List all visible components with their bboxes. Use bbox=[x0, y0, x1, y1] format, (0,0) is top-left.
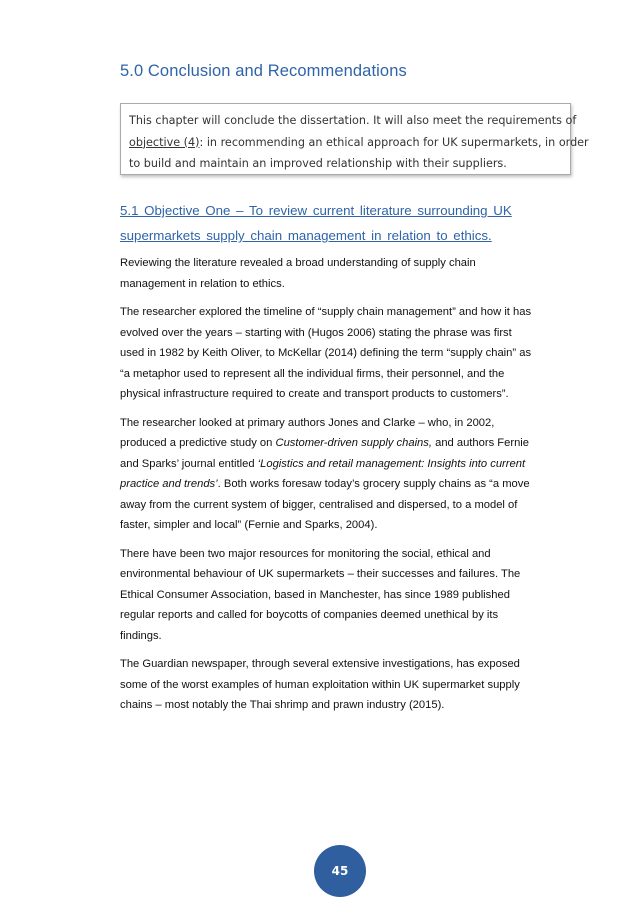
text-run: and Sparks’ journal entitled bbox=[120, 457, 258, 470]
paragraph-3-line: away from the current system of bigger, centralised and dispersed, to a model of bbox=[120, 498, 518, 511]
paragraph-5-line: chains – most notably the Thai shrimp and prawn industry (2015). bbox=[120, 699, 445, 711]
section-heading bbox=[120, 198, 530, 248]
paragraph-2-line: “a metaphor used to represent all the individual firms, their personnel, and the bbox=[120, 367, 505, 380]
page-number-badge bbox=[314, 845, 366, 897]
chapter-title: 5.0 Conclusion and Recommendations bbox=[120, 62, 407, 80]
section-heading-line-1: 5.1 Objective One – To review current literature surrounding UK bbox=[120, 203, 512, 218]
paragraph-4-line: environmental behaviour of UK supermarkets – their successes and failures. The bbox=[120, 568, 521, 580]
paragraph-4-line: findings. bbox=[120, 629, 162, 642]
paragraph-2-line: evolved over the years – starting with (Hugos 2006) stating the phrase was first bbox=[120, 326, 512, 339]
paragraph-3-line bbox=[120, 474, 540, 495]
text-run: produced a predictive study on bbox=[120, 437, 276, 449]
body-text bbox=[120, 253, 540, 724]
paragraph-3 bbox=[120, 413, 540, 536]
paragraph-1-line: Reviewing the literature revealed a broad understanding of supply chain bbox=[120, 257, 476, 269]
paragraph-2-line: The researcher explored the timeline of “supply chain management” and how it has bbox=[120, 306, 532, 318]
text-run: and authors Fernie bbox=[431, 437, 530, 449]
paragraph-5-line: some of the worst examples of human exploitation within UK supermarket supply bbox=[120, 678, 520, 691]
paragraph-4-line: regular reports and called for boycotts of companies deemed unethical by its bbox=[120, 609, 499, 621]
paragraph-3-line: The researcher looked at primary authors Jones and Clarke – who, in 2002, bbox=[120, 416, 495, 429]
paragraph-5-line: The Guardian newspaper, through several extensive investigations, has exposed bbox=[120, 658, 520, 670]
text-run: . Both works foresaw today’s grocery supply chains as “a move bbox=[217, 478, 530, 490]
paragraph-5 bbox=[120, 654, 540, 716]
paragraph-4 bbox=[120, 544, 540, 647]
paragraph-3-line bbox=[120, 454, 540, 475]
paragraph-1-line: management in relation to ethics. bbox=[120, 277, 285, 290]
page-number: 45 bbox=[331, 864, 349, 878]
objective-link[interactable]: objective (4) bbox=[129, 135, 200, 149]
intro-line-2-rest: : in recommending an ethical approach for UK supermarkets, in order bbox=[199, 135, 589, 149]
section-heading-line-2: supermarkets supply chain management in relation to ethics. bbox=[120, 228, 492, 243]
intro-line-2 bbox=[129, 132, 589, 154]
intro-box bbox=[120, 103, 589, 175]
book-title: Customer-driven supply chains, bbox=[275, 437, 432, 449]
paragraph-2-line: used in 1982 by Keith Oliver, to McKellar (2014) defining the term “supply chain” as bbox=[120, 347, 532, 359]
paragraph-4-line: There have been two major resources for monitoring the social, ethical and bbox=[120, 547, 491, 560]
intro-line-1: This chapter will conclude the dissertation. It will also meet the requirements of bbox=[129, 114, 577, 127]
paragraph-3-line bbox=[120, 433, 540, 454]
paragraph-1 bbox=[120, 253, 540, 294]
paragraph-3-line: faster, simpler and local” (Fernie and Sparks, 2004). bbox=[120, 519, 378, 531]
paragraph-2-line: physical infrastructure required to create and transport products to customers”. bbox=[120, 388, 509, 400]
journal-title: ‘Logistics and retail management: Insights into current bbox=[257, 457, 526, 470]
intro-line-3: to build and maintain an improved relationship with their suppliers. bbox=[129, 157, 507, 170]
paragraph-4-line: Ethical Consumer Association, based in Manchester, has since 1989 published bbox=[120, 588, 510, 601]
paragraph-2 bbox=[120, 302, 540, 405]
journal-title-cont: practice and trends’ bbox=[120, 478, 218, 490]
